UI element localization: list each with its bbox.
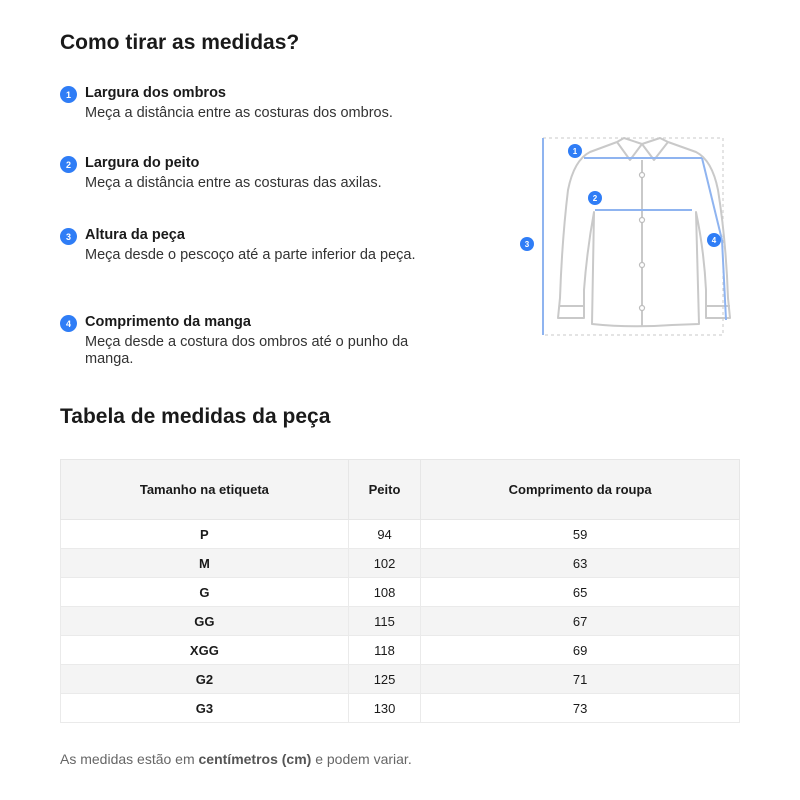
footnote-text-end: e podem variar. <box>311 751 412 767</box>
step-garment-height <box>60 226 440 264</box>
chest-cell: 130 <box>348 694 421 723</box>
shirt-illustration <box>512 130 747 345</box>
size-cell: G2 <box>61 665 349 694</box>
size-table <box>60 459 740 723</box>
step-description: Meça desde o pescoço até a parte inferior da peça. <box>85 247 416 263</box>
table-row <box>61 578 740 607</box>
length-cell: 67 <box>421 607 740 636</box>
chest-cell: 94 <box>348 520 421 549</box>
table-row <box>61 549 740 578</box>
footnote <box>60 751 412 767</box>
size-cell: XGG <box>61 636 349 665</box>
how-to-measure-title: Como tirar as medidas? <box>60 31 300 54</box>
length-cell: 63 <box>421 549 740 578</box>
marker-1-label: 1 <box>572 147 578 156</box>
size-cell: G3 <box>61 694 349 723</box>
size-cell: GG <box>61 607 349 636</box>
table-row <box>61 694 740 723</box>
step-heading: Comprimento da manga <box>85 314 251 330</box>
table-row <box>61 607 740 636</box>
chest-cell: 118 <box>348 636 421 665</box>
size-table-title: Tabela de medidas da peça <box>60 405 331 428</box>
table-row <box>61 665 740 694</box>
chest-cell: 102 <box>348 549 421 578</box>
step-shoulder-width <box>60 84 440 122</box>
step-heading: Altura da peça <box>85 227 185 243</box>
step-heading: Largura do peito <box>85 155 200 171</box>
shirt-button <box>640 263 645 268</box>
shirt-button <box>640 218 645 223</box>
length-cell: 65 <box>421 578 740 607</box>
header-chest: Peito <box>348 460 421 520</box>
step-chest-width <box>60 154 440 192</box>
step-description: Meça desde a costura dos ombros até o punho da manga. <box>85 334 409 367</box>
shirt-collar <box>617 138 668 160</box>
header-length: Comprimento da roupa <box>421 460 740 520</box>
length-cell: 71 <box>421 665 740 694</box>
step-number-badge: 1 <box>60 86 77 103</box>
step-description: Meça a distância entre as costuras das axilas. <box>85 175 382 191</box>
marker-3-label: 3 <box>524 240 530 249</box>
footnote-text: As medidas estão em <box>60 751 199 767</box>
length-cell: 73 <box>421 694 740 723</box>
chest-cell: 125 <box>348 665 421 694</box>
length-cell: 69 <box>421 636 740 665</box>
shirt-button <box>640 173 645 178</box>
step-heading: Largura dos ombros <box>85 85 226 101</box>
shirt-button <box>640 306 645 311</box>
marker-2-label: 2 <box>592 194 598 203</box>
step-description: Meça a distância entre as costuras dos ombros. <box>85 105 393 121</box>
size-cell: M <box>61 549 349 578</box>
step-number-badge: 3 <box>60 228 77 245</box>
length-cell: 59 <box>421 520 740 549</box>
table-row <box>61 520 740 549</box>
header-size-label: Tamanho na etiqueta <box>61 460 349 520</box>
step-sleeve-length <box>60 313 440 368</box>
size-cell: P <box>61 520 349 549</box>
marker-4-label: 4 <box>711 236 717 245</box>
size-cell: G <box>61 578 349 607</box>
step-number-badge: 2 <box>60 156 77 173</box>
step-number-badge: 4 <box>60 315 77 332</box>
chest-cell: 115 <box>348 607 421 636</box>
footnote-unit: centímetros (cm) <box>198 751 312 767</box>
table-row <box>61 636 740 665</box>
chest-cell: 108 <box>348 578 421 607</box>
